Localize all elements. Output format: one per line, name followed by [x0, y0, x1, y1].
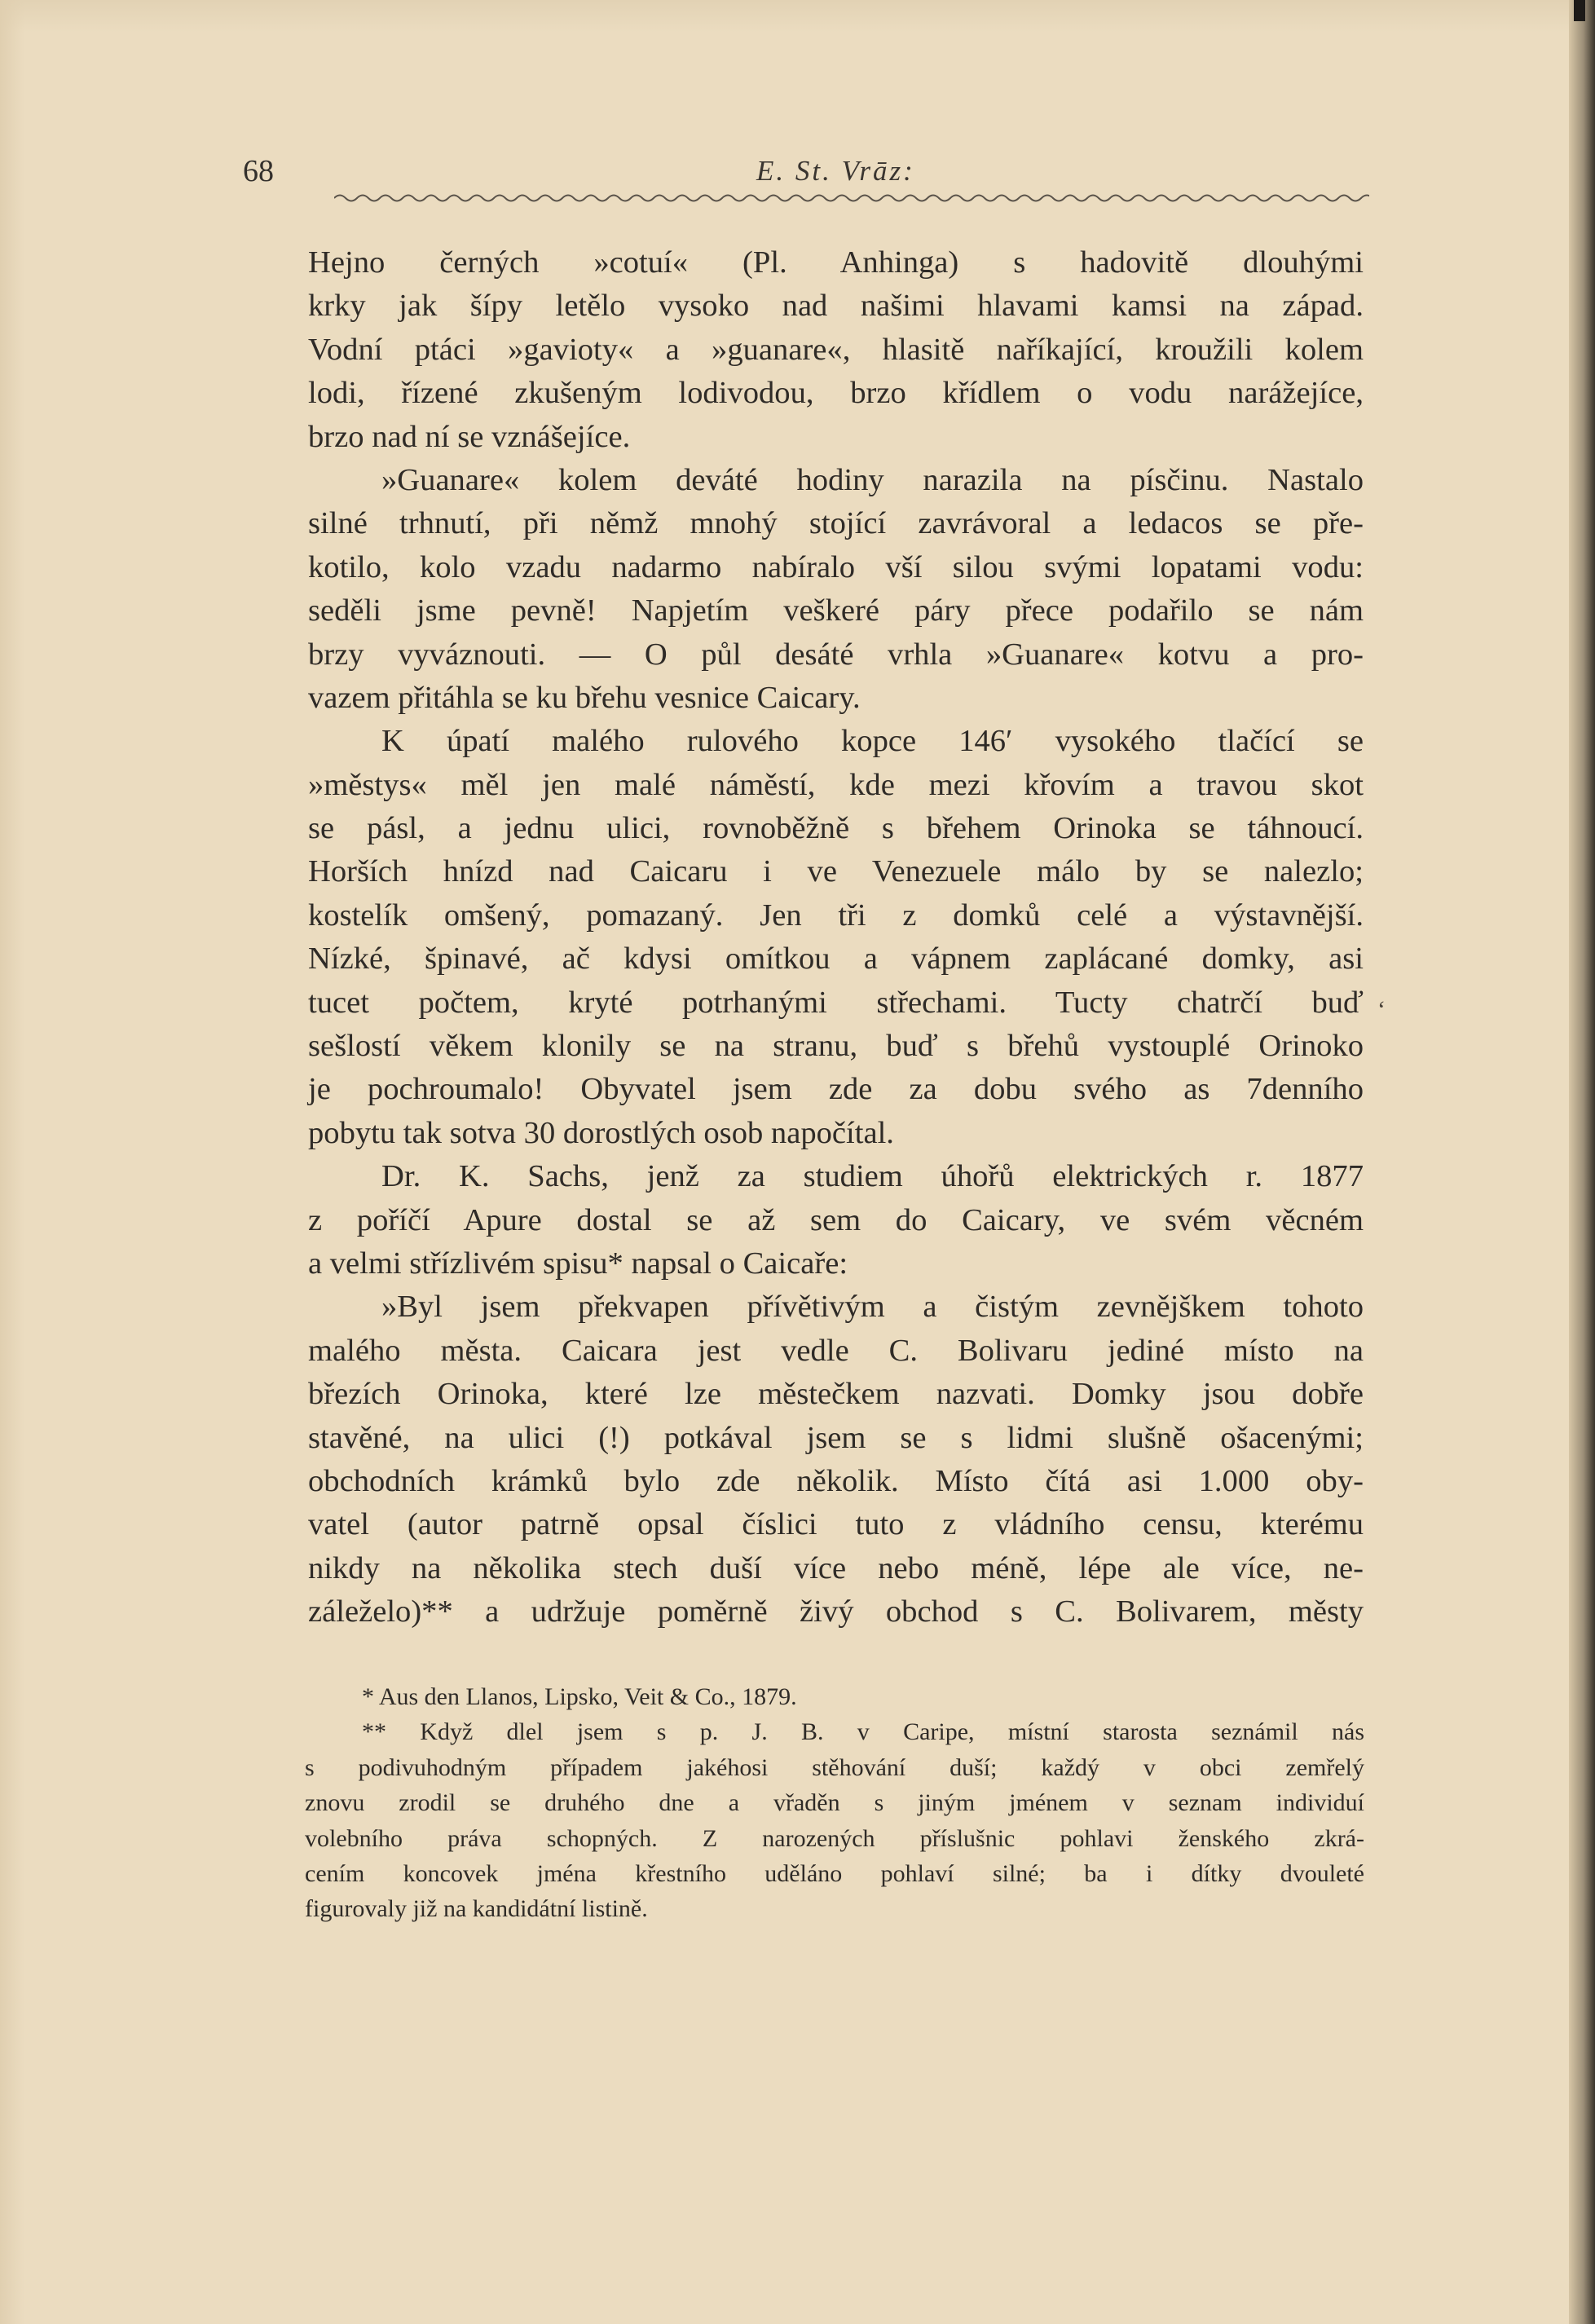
text-line: březích Orinoka, které lze městečkem nazvati. Domky jsou dobře	[308, 1377, 1364, 1412]
footnote-line: * Aus den Llanos, Lipsko, Veit & Co., 1879.	[362, 1683, 797, 1710]
text-line: seděli jsme pevně! Napjetím veškeré páry přece podařilo se nám	[308, 593, 1364, 628]
paragraph-1	[308, 241, 1364, 459]
ornament-rule	[334, 189, 1369, 207]
scan-page-edge	[1569, 0, 1595, 2324]
text-line: tucet počtem, kryté potrhanými střechami. Tucty chatrčí buď	[308, 985, 1364, 1020]
footnote-line: ** Když dlel jsem s p. J. B. v Caripe, místní starosta seznámil nás	[362, 1718, 1364, 1746]
paragraph-2	[308, 459, 1364, 720]
text-line: vazem přitáhla se ku břehu vesnice Caicary.	[308, 680, 861, 715]
footnote-2	[305, 1714, 1364, 1926]
text-line: kostelík omšený, pomazaný. Jen tři z domků celé a výstavnější.	[308, 897, 1364, 933]
text-line: a velmi střízlivém spisu* napsal o Caicaře:	[308, 1246, 848, 1281]
text-line: Horších hnízd nad Caicaru i ve Venezuele málo by se nalezlo;	[308, 854, 1364, 889]
text-line: lodi, řízené zkušeným lodivodou, brzo křídlem o vodu narážejíce,	[308, 376, 1364, 411]
body-text	[308, 241, 1364, 1634]
paragraph-4	[308, 1155, 1364, 1285]
text-line: se pásl, a jednu ulici, rovnoběžně s břehem Orinoka se táhnoucí.	[308, 811, 1364, 846]
text-line: záleželo)** a udržuje poměrně živý obchod s C. Bolivarem, městy	[308, 1594, 1364, 1629]
text-line: pobytu tak sotva 30 dorostlých osob napočítal.	[308, 1115, 894, 1150]
footnote-1	[305, 1679, 1364, 1714]
page-number: 68	[243, 154, 274, 188]
text-line: Vodní ptáci »gavioty« a »guanare«, hlasitě naříkající, kroužili kolem	[308, 332, 1364, 367]
text-line: Nízké, špinavé, ač kdysi omítkou a vápnem zaplácané domky, asi	[308, 942, 1364, 977]
scan-shadow-left	[0, 0, 24, 2324]
text-line: malého města. Caicara jest vedle C. Bolivaru jediné místo na	[308, 1333, 1364, 1368]
footnote-line: volebního práva schopných. Z narozených příslušnic pohlavi ženského zkrá-	[305, 1824, 1364, 1852]
margin-tick-mark: ‘	[1377, 996, 1386, 1023]
text-line: brzo nad ní se vznášejíce.	[308, 419, 631, 454]
text-line: K úpatí malého rulového kopce 146′ vysokého tlačící se	[381, 724, 1364, 759]
footnote-line: s podivuhodným případem jakéhosi stěhování duší; každý v obci zemřelý	[305, 1753, 1364, 1781]
footnote-line: znovu zrodil se druhého dne a vřaděn s jiným jménem v seznam individuí	[305, 1789, 1364, 1817]
paragraph-3	[308, 720, 1364, 1155]
text-line: obchodních krámků bylo zde několik. Místo čítá asi 1.000 oby-	[308, 1463, 1364, 1498]
paragraph-5	[308, 1285, 1364, 1634]
text-line: Dr. K. Sachs, jenž za studiem úhořů elektrických r. 1877	[381, 1159, 1364, 1194]
text-line: sešlostí věkem klonily se na stranu, buď s břehů vystouplé Orinoko	[308, 1029, 1364, 1064]
text-line: »Byl jsem překvapen přívětivým a čistým zevnějškem tohoto	[381, 1290, 1364, 1325]
text-line: stavěné, na ulici (!) potkával jsem se s lidmi slušně ošacenými;	[308, 1420, 1364, 1455]
text-line: silné trhnutí, při němž mnohý stojící zavrávoral a ledacos se pře-	[308, 506, 1364, 541]
text-line: Hejno černých »cotuí« (Pl. Anhinga) s hadovitě dlouhými	[308, 245, 1364, 280]
text-line: kotilo, kolo vzadu nadarmo nabíralo vší silou svými lopatami vodu:	[308, 549, 1364, 584]
text-line: krky jak šípy letělo vysoko nad našimi hlavami kamsi na západ.	[308, 289, 1364, 324]
page-header	[243, 153, 1368, 194]
footnotes	[305, 1679, 1364, 1927]
text-line: nikdy na několika stech duší více nebo méně, lépe ale více, ne-	[308, 1550, 1364, 1585]
footnote-line: figurovaly již na kandidátní listině.	[305, 1895, 648, 1923]
text-line: »Guanare« kolem deváté hodiny narazila na písčinu. Nastalo	[381, 462, 1364, 497]
text-line: z poříčí Apure dostal se až sem do Caicary, ve svém věcném	[308, 1202, 1364, 1237]
footnote-line: cením koncovek jména křestního uděláno pohlaví silné; ba i dítky dvouleté	[305, 1859, 1364, 1887]
text-line: vatel (autor patrně opsal číslici tuto z vládního censu, kterému	[308, 1507, 1364, 1542]
text-line: je pochroumalo! Obyvatel jsem zde za dobu svého as 7denního	[308, 1072, 1364, 1107]
text-line: »městys« měl jen malé náměstí, kde mezi křovím a travou skot	[308, 767, 1364, 802]
running-head: E. St. Vrāz:	[756, 155, 915, 187]
scan-corner-mark	[1574, 0, 1585, 21]
text-line: brzy vyváznouti. — O půl desáté vrhla »Guanare« kotvu a pro-	[308, 637, 1364, 672]
scan-shadow-top	[0, 0, 1595, 33]
